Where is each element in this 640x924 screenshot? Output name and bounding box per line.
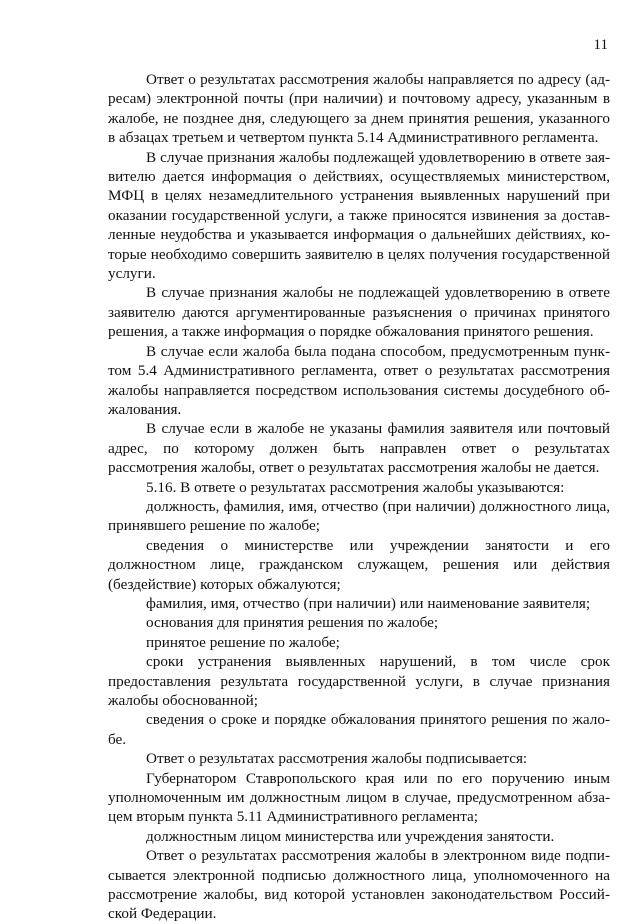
list-item: должностным лицом министерства или учреждения занятости. (146, 827, 555, 845)
page-number: 11 (593, 37, 608, 53)
paragraph: Ответ о результатах рассмотрения жалобы направляется по адресу (адресам) электронной почты (при наличии) и почтовому адресу, указанным в жалобе, не позднее дня, следующего за днем принятия решения, указанного в абзацах третьем и четвертом пункта 5.14 Административного регламента. (108, 71, 610, 147)
list-item: принятое решение по жалобе; (146, 633, 340, 651)
paragraph: В случае если жалоба была подана способом, предусмотренным пунктом 5.4 Административного регламента, ответ о результатах рассмотрения жалобы направляется посредством использования системы досудебного обжалования. (108, 342, 610, 418)
list-item: основания для принятия решения по жалобе; (146, 614, 439, 632)
document-body (108, 70, 610, 924)
list-item: сведения о сроке и порядке обжалования принятого решения по жалобе. (108, 711, 610, 748)
list-item: должность, фамилия, имя, отчество (при наличии) должностного лица, принявшего решение по жалобе; (108, 497, 610, 535)
section-heading: 5.16. В ответе о результатах рассмотрения жалобы указываются: (146, 478, 565, 496)
paragraph: В случае если в жалобе не указаны фамилия заявителя или почтовый адрес, по которому должен быть направлен ответ о результатах рассмотрения жалобы, ответ о результатах рассмотрения жалобы не дается. (108, 420, 610, 477)
paragraph: В случае признания жалобы подлежащей удовлетворению в ответе заявителю дается информация о действиях, осуществляемых министерством, МФЦ в целях незамедлительного устранения выявленных нарушений при оказании государственной услуги, а также приносятся извинения за доставленные неудобства и указывается информация о дальнейших действиях, которые необходимо совершить заявителю в целях получения государственной услуги. (108, 148, 610, 283)
list-item: сроки устранения выявленных нарушений, в том числе срок предоставления результата государственной услуги, в случае признания жалобы обоснованной; (108, 653, 610, 709)
list-item: сведения о министерстве или учреждении занятости и его должностном лице, гражданском служащем, решения или действия (бездействие) которых обжалуются; (108, 536, 610, 593)
list-item: фамилия, имя, отчество (при наличии) или наименование заявителя; (146, 594, 591, 612)
paragraph: В случае признания жалобы не подлежащей удовлетворению в ответе заявителю даются аргументированные разъяснения о причинах принятого решения, а также информация о порядке обжалования принятого решения. (108, 284, 610, 341)
paragraph: Ответ о результатах рассмотрения жалобы подписывается: (146, 750, 528, 768)
list-item: Губернатором Ставропольского края или по его поручению иным уполномоченным им должностным лицом в случае, предусмотренном абзацем вторым пункта 5.11 Административного регламента; (108, 769, 610, 826)
paragraph: Ответ о результатах рассмотрения жалобы в электронном виде подписывается электронной подписью должностного лица, уполномоченного на рассмотрение жалобы, вид которой установлен законодательством Российской Федерации. (108, 847, 610, 923)
